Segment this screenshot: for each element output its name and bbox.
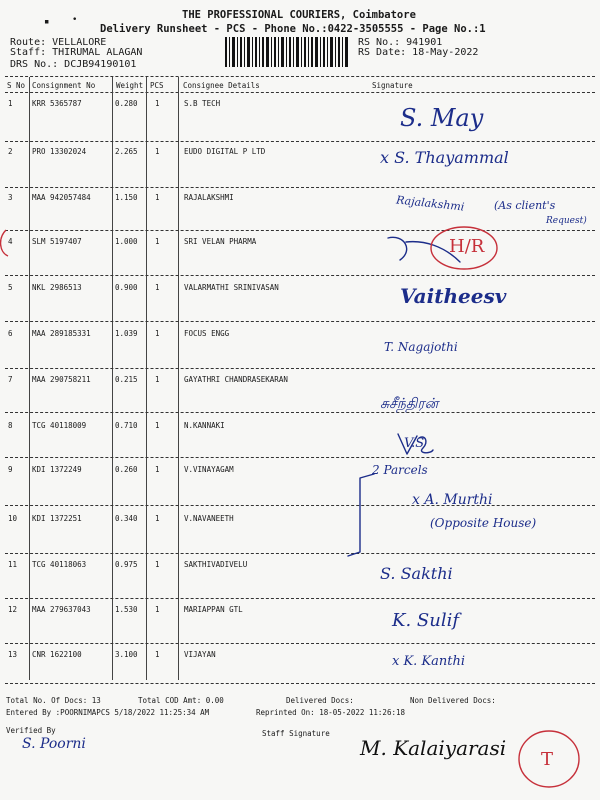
row-sno: 11 [8,560,18,569]
row-weight: 0.280 [115,99,138,108]
row-sno: 9 [8,465,13,474]
row-sno: 6 [8,329,13,338]
non-delivered-docs: Non Delivered Docs: [410,696,496,705]
row-sno: 10 [8,514,18,523]
row-rule [5,553,595,554]
col-pcs: PCS [150,81,164,90]
signature-row-3-note: (As client's [494,199,556,212]
row-sno: 5 [8,283,13,292]
row-consignment: KDI 1372249 [32,465,82,474]
row-pcs: 1 [155,99,160,108]
signature-row-9-parcels: 2 Parcels [372,463,428,477]
row-pcs: 1 [155,375,160,384]
row-pcs: 1 [155,650,160,659]
row-pcs: 1 [155,560,160,569]
verified-by-signature: S. Poorni [22,736,86,752]
header-top-rule [5,76,595,77]
row-consignee: SAKTHIVADIVELU [184,560,248,569]
row-pcs: 1 [155,465,160,474]
row-weight: 0.260 [115,465,138,474]
signature-row-10: x A. Murthi [412,492,493,508]
row-weight: 3.100 [115,650,138,659]
row-consignee: EUDO DIGITAL P LTD [184,147,266,156]
row-consignment: KDI 1372251 [32,514,82,523]
row-weight: 1.039 [115,329,138,338]
row-consignee: RAJALAKSHMI [184,193,234,202]
row-rule [5,505,595,506]
row-consignment: MAA 279637043 [32,605,91,614]
col-sno: S No [7,81,26,90]
row-consignee: VALARMATHI SRINIVASAN [184,283,279,292]
row-pcs: 1 [155,283,160,292]
row-rule [5,275,595,276]
row-consignment: MAA 942057484 [32,193,91,202]
bracket-line [340,470,380,560]
row-sno: 3 [8,193,13,202]
signature-row-9-initials: V.S [404,436,425,451]
signature-row-12: K. Sulif [392,610,459,631]
signature-row-11: S. Sakthi [380,564,453,583]
row-consignee: V.NAVANEETH [184,514,234,523]
hr-stamp-text: H/R [449,236,485,257]
col-divider [178,77,179,680]
row-rule [5,321,595,322]
table-bottom-rule [5,683,595,684]
col-consignment: Consignment No [32,81,96,90]
col-signature: Signature [372,81,413,90]
row-pcs: 1 [155,514,160,523]
row-consignment: SLM 5197407 [32,237,82,246]
staff-signature-label: Staff Signature [262,729,330,738]
row-consignee: FOCUS ENGG [184,329,230,338]
row-pcs: 1 [155,605,160,614]
row-consignee: VIJAYAN [184,650,216,659]
row-weight: 0.215 [115,375,138,384]
row-sno: 7 [8,375,13,384]
col-divider [29,77,30,680]
row-sno: 8 [8,421,13,430]
entered-by: Entered By :POORNIMAPCS 5/18/2022 11:25:34 AM [6,708,210,717]
signature-row-1: S. May [400,104,484,132]
signature-row-6: T. Nagajothi [384,340,458,354]
row-weight: 0.900 [115,283,138,292]
staff-signature: M. Kalaiyarasi [360,736,507,760]
signature-row-5: Vaitheesv [400,284,507,308]
row-pcs: 1 [155,421,160,430]
row-rule [5,141,595,142]
staff: Staff: THIRUMAL ALAGAN [10,47,143,58]
row-rule [5,368,595,369]
row-4-circle-icon [0,228,22,258]
row-pcs: 1 [155,193,160,202]
reprinted-on: Reprinted On: 18-05-2022 11:26:18 [256,708,406,717]
row-pcs: 1 [155,329,160,338]
t-stamp-text: T [541,749,554,770]
signature-row-2: x S. Thayammal [380,148,509,167]
row-consignee: GAYATHRI CHANDRASEKARAN [184,375,288,384]
row-rule [5,412,595,413]
signature-row-3-note2: Request) [546,216,587,226]
row-sno: 13 [8,650,18,659]
barcode-image [225,37,349,67]
verified-by-label: Verified By [6,726,56,735]
route: Route: VELLALORE [10,37,107,48]
row-weight: 0.340 [115,514,138,523]
signature-row-3-name: Rajalakshmi [395,193,465,214]
company-name: THE PROFESSIONAL COURIERS, Coimbatore [182,9,416,21]
row-consignee: S.B TECH [184,99,221,108]
row-sno: 1 [8,99,13,108]
row-weight: 1.150 [115,193,138,202]
row-consignment: NKL 2986513 [32,283,82,292]
delivered-docs: Delivered Docs: [286,696,354,705]
drs-number: DRS No.: DCJB94190101 [10,59,137,70]
row-rule [5,230,595,231]
row-weight: 0.710 [115,421,138,430]
row-consignment: PRO 13302024 [32,147,87,156]
row-weight: 2.265 [115,147,138,156]
signature-row-13: x K. Kanthi [392,654,466,669]
row-weight: 1.000 [115,237,138,246]
row-rule [5,643,595,644]
row-sno: 12 [8,605,18,614]
row-sno: 4 [8,237,13,246]
row-consignee: MARIAPPAN GTL [184,605,243,614]
row-pcs: 1 [155,147,160,156]
signature-row-10-note: (Opposite House) [430,516,537,530]
row-consignee: SRI VELAN PHARMA [184,237,257,246]
row-weight: 0.975 [115,560,138,569]
row-consignee: N.KANNAKI [184,421,225,430]
row-sno: 2 [8,147,13,156]
row-rule [5,187,595,188]
row-consignee: V.VINAYAGAM [184,465,234,474]
row-weight: 1.530 [115,605,138,614]
row-consignment: TCG 40118063 [32,560,87,569]
bullet-icon: ▪ [44,17,50,27]
total-cod: Total COD Amt: 0.00 [138,696,224,705]
signature-row-7: சுசீந்திரன் [380,396,439,412]
row-rule [5,598,595,599]
rs-date: RS Date: 18-May-2022 [358,47,479,58]
row-rule [5,457,595,458]
runsheet-title: Delivery Runsheet - PCS - Phone No.:0422-3505555 - Page No.:1 [100,23,486,35]
dot-icon: • [72,15,78,25]
row-consignment: KRR 5365787 [32,99,82,108]
header-bottom-rule [5,92,595,93]
col-divider [112,77,113,680]
col-weight: Weight [116,81,144,90]
row-consignment: CNR 1622100 [32,650,82,659]
row-consignment: MAA 290758211 [32,375,91,384]
rs-number: RS No.: 941901 [358,37,443,48]
row-consignment: TCG 40118009 [32,421,87,430]
row-consignment: MAA 289185331 [32,329,91,338]
col-consignee: Consignee Details [183,81,260,90]
row-pcs: 1 [155,237,160,246]
total-docs: Total No. Of Docs: 13 [6,696,101,705]
col-divider [146,77,147,680]
